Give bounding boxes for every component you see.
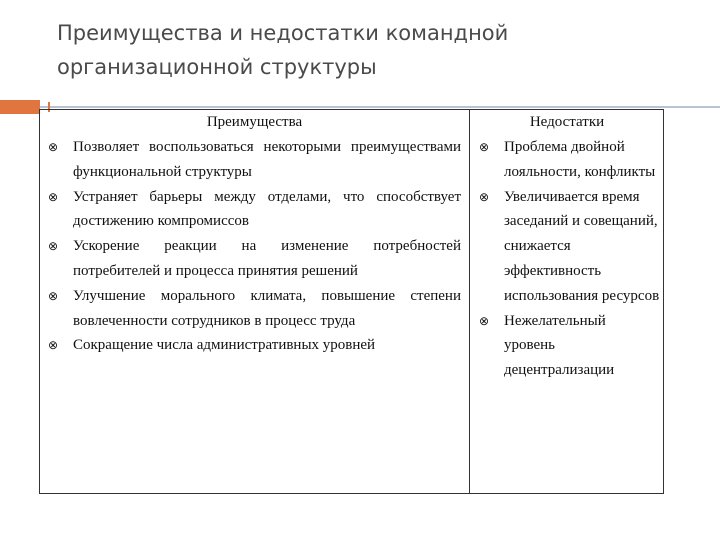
title-divider	[40, 106, 720, 108]
disadvantages-header: Недостатки	[529, 114, 605, 130]
list-item	[470, 309, 664, 383]
list-item-text: Улучшение морального климата, повышение степени вовлеченности сотрудников в процесс труда	[73, 287, 461, 329]
list-item	[40, 185, 469, 235]
bullet-icon: ⊗	[479, 313, 490, 328]
list-item	[40, 234, 469, 284]
list-item	[470, 185, 664, 309]
bullet-icon: ⊗	[48, 140, 59, 154]
bullet-icon: ⊗	[479, 140, 490, 154]
list-item-text: Нежелательный уровень децентрализации	[504, 312, 615, 379]
list-item-text: Увеличивается время заседаний и совещаний, снижается эффективность использования ресурсов	[504, 188, 660, 304]
accent-block	[0, 100, 40, 114]
list-item-text: Сокращение числа административных уровней	[73, 337, 376, 354]
slide-title: Преимущества и недостатки командной организационной структуры	[57, 21, 509, 79]
bullet-icon: ⊗	[48, 189, 59, 204]
list-item-text: Ускорение реакции на изменение потребностей потребителей и процесса принятия решений	[73, 238, 461, 279]
bullet-icon: ⊗	[479, 189, 490, 204]
list-item	[40, 284, 469, 334]
bullet-icon: ⊗	[48, 239, 59, 254]
bullet-icon: ⊗	[48, 338, 59, 353]
bullet-icon: ⊗	[48, 288, 59, 303]
list-item	[470, 135, 664, 185]
advantages-column	[40, 110, 470, 493]
comparison-table	[39, 109, 664, 494]
list-item	[40, 333, 469, 358]
list-item-text: Позволяет воспользоваться некоторыми преимуществами функциональной структуры	[73, 139, 461, 180]
list-item-text: Проблема двойной лояльности, конфликты	[504, 139, 656, 180]
list-item-text: Устраняет барьеры между отделами, что способствует достижению компромиссов	[73, 188, 461, 230]
disadvantages-column	[470, 110, 664, 493]
advantages-list	[40, 135, 469, 358]
advantages-header: Преимущества	[206, 114, 303, 130]
list-item	[40, 135, 469, 185]
disadvantages-list	[470, 135, 664, 383]
